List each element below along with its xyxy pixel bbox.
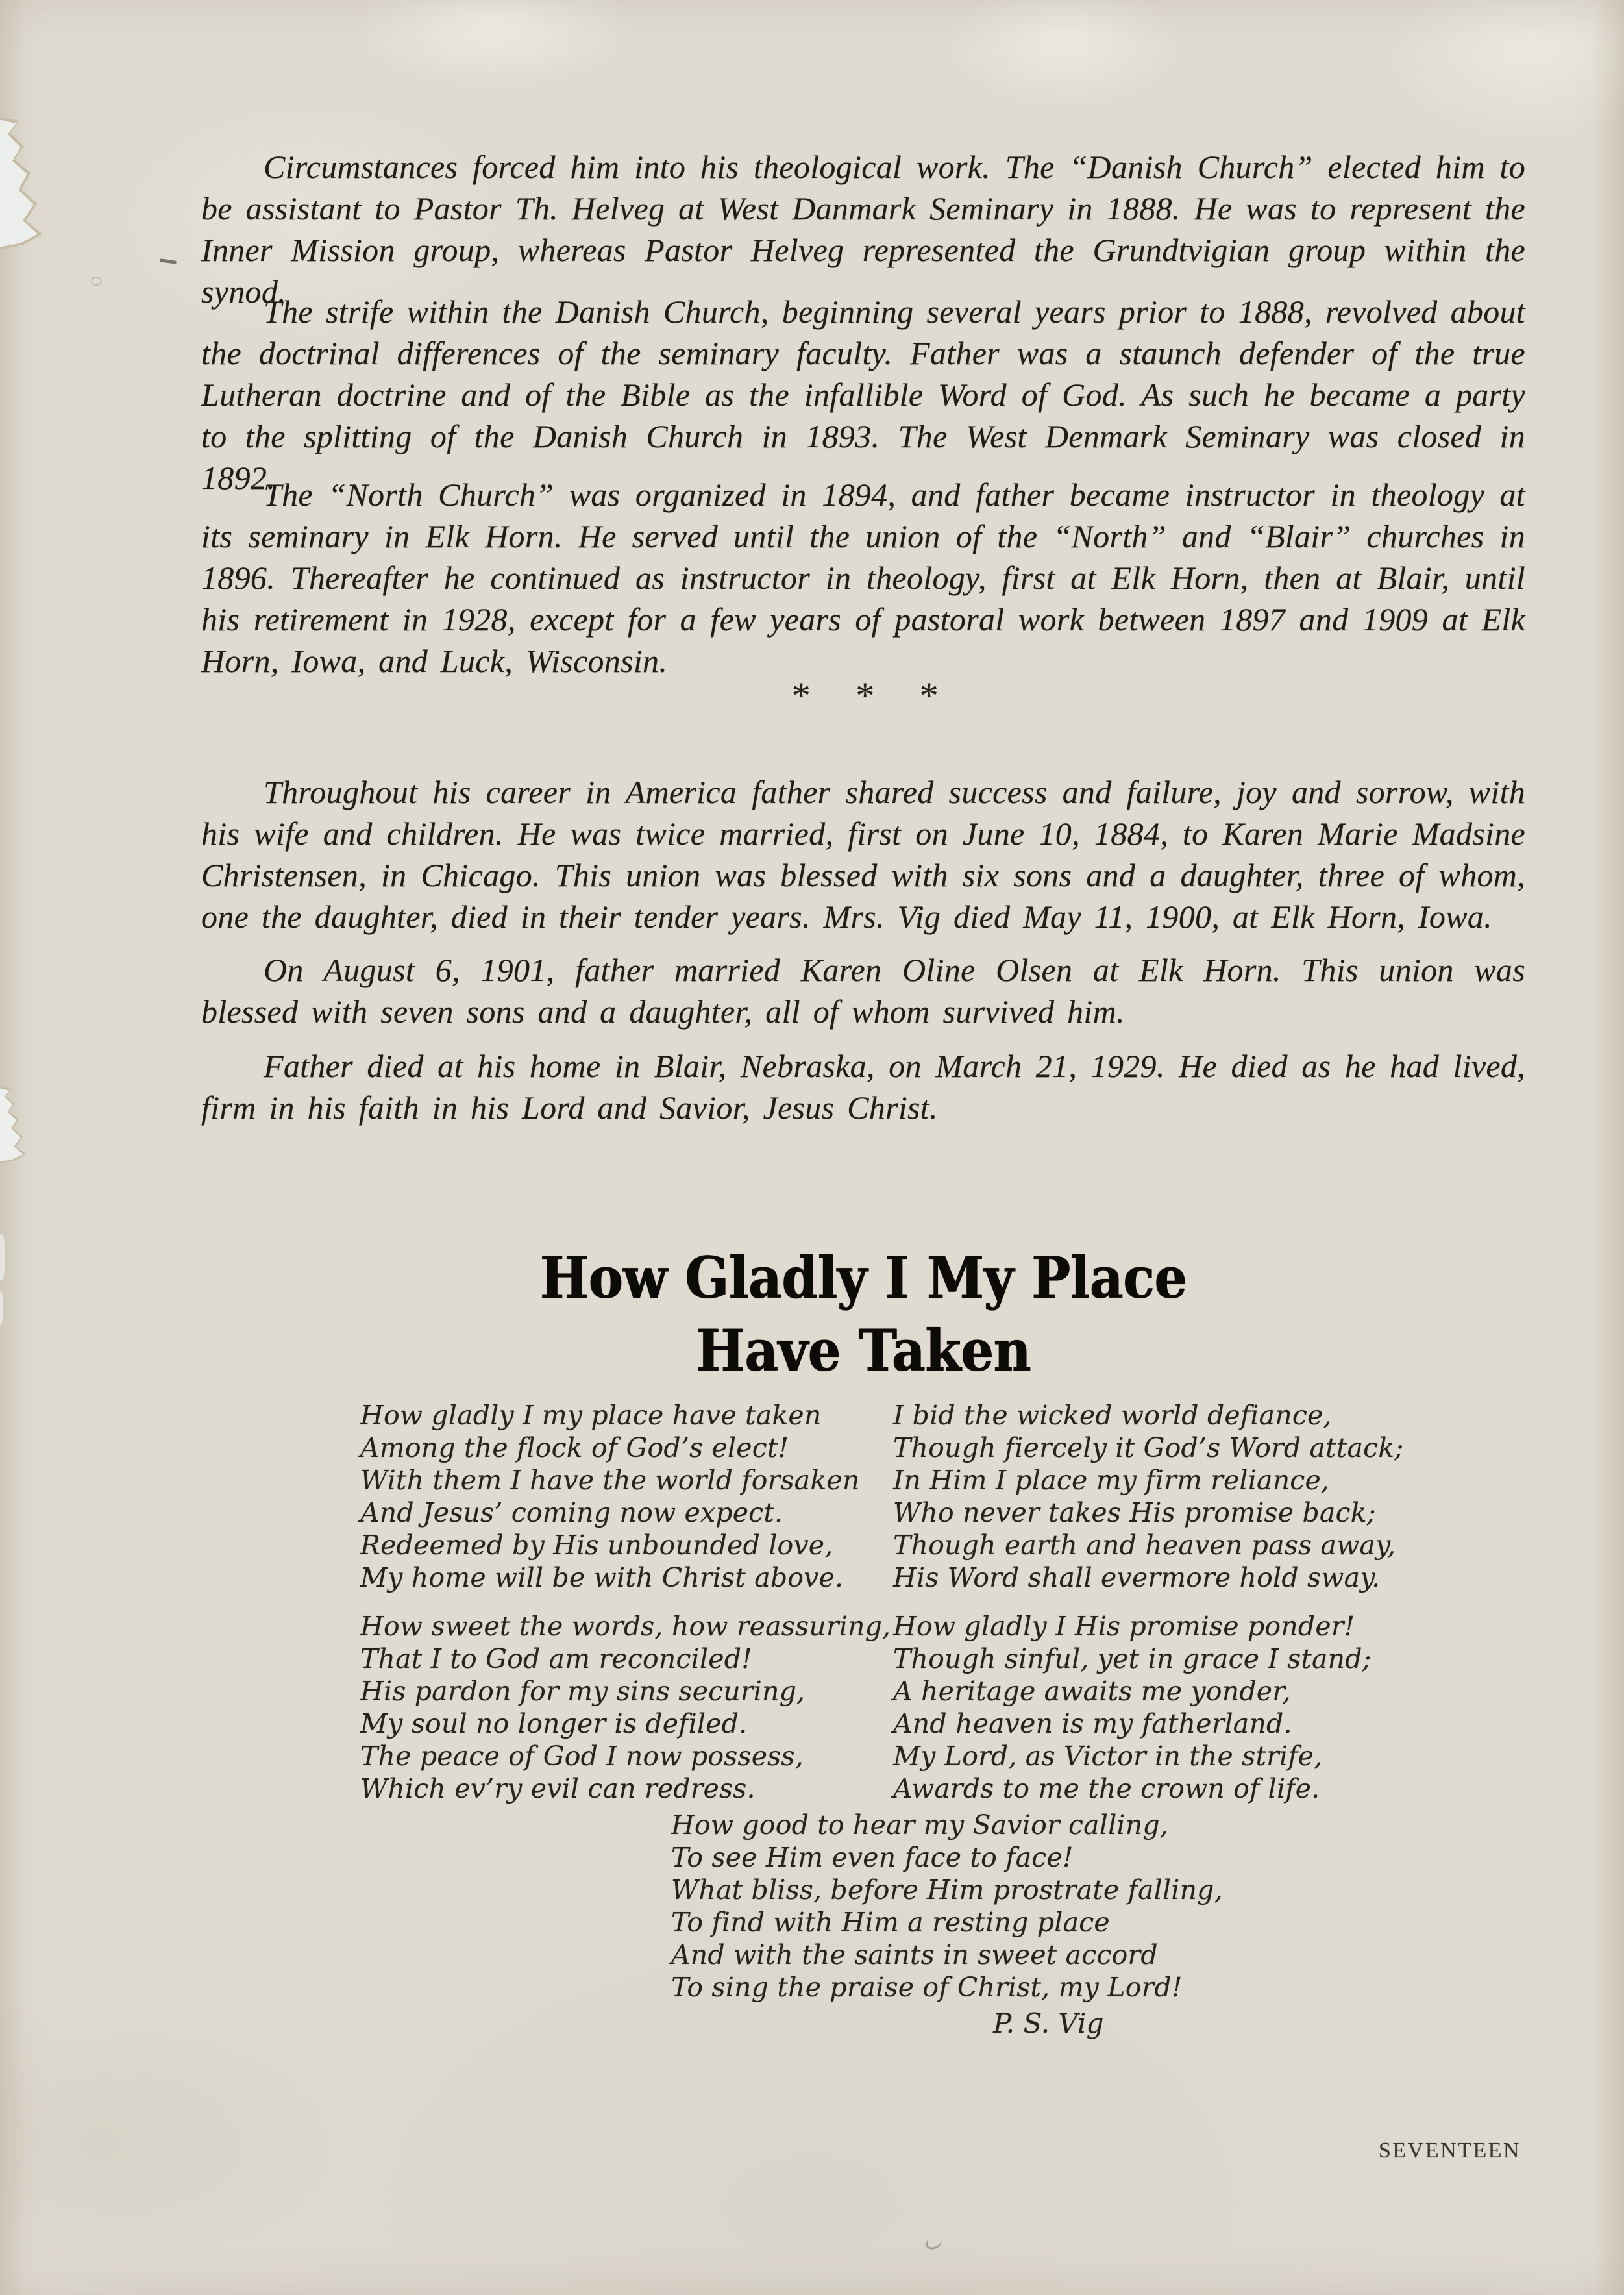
poem-line: Which ev’ry evil can redress.	[360, 1773, 756, 1804]
poem-line: His pardon for my sins securing,	[360, 1676, 806, 1707]
poem-stanza-final	[671, 1809, 1223, 2003]
poem-line: And with the saints in sweet accord	[671, 1939, 1158, 1970]
torn-paper-sliver	[0, 1234, 5, 1280]
poem-line: How good to hear my Savior calling,	[671, 1809, 1169, 1841]
poem-line: My soul no longer is defiled.	[360, 1708, 748, 1739]
poem-line: In Him I place my firm reliance,	[893, 1465, 1330, 1496]
prose-paragraph: The strife within the Danish Church, beginning several years prior to 1888, revolved about the doctrinal differences of the seminary faculty. Father was a staunch defender of the true Lutheran doctrine and of the Bible as the infallible Word of God. As such he became a party to the splitting of the Danish Church in 1893. The West Denmark Seminary was closed in 1892.	[201, 293, 1525, 496]
prose-paragraph: Father died at his home in Blair, Nebraska, on March 21, 1929. He died as he had lived, firm in his faith in his Lord and Savior, Jesus Christ.	[201, 1048, 1525, 1126]
poem-line: What bliss, before Him prostrate falling,	[671, 1874, 1223, 1905]
poem-line: To sing the praise of Christ, my Lord!	[671, 1972, 1183, 2003]
prose-paragraph: On August 6, 1901, father married Karen Oline Olsen at Elk Horn. This union was blessed with seven sons and a daughter, all of whom survived him.	[201, 952, 1525, 1030]
poem-stanza-left-1	[360, 1399, 859, 1594]
poem-title	[201, 1241, 1525, 1387]
poem-line: How gladly I my place have taken	[360, 1400, 822, 1431]
poem-line: I bid the wicked world defiance,	[893, 1400, 1332, 1431]
poem-line: How gladly I His promise ponder!	[893, 1611, 1355, 1642]
poem-line: With them I have the world forsaken	[360, 1465, 860, 1496]
prose-paragraph: Circumstances forced him into his theological work. The “Danish Church” elected him to be assistant to Pastor Th. Helveg at West Danmark Seminary in 1888. He was to represent the Inner Mission group, whereas Pastor Helveg represented the Grundtvigian group within the synod.	[201, 149, 1525, 310]
poem-line: To see Him even face to face!	[671, 1842, 1074, 1873]
torn-paper-patch-middle	[0, 1087, 27, 1163]
torn-paper-sliver	[0, 1291, 3, 1326]
poem-line: A heritage awaits me yonder,	[893, 1676, 1291, 1707]
poem-line: Though sinful, yet in grace I stand;	[893, 1643, 1372, 1674]
memoir-text-column	[201, 0, 1525, 2295]
poem-line: Awards to me the crown of life.	[893, 1773, 1320, 1804]
poem-line: Redeemed by His unbounded love,	[360, 1530, 833, 1561]
poem-title-line-1: How Gladly I My Place	[539, 1244, 1187, 1311]
page-number: SEVENTEEN	[1379, 2139, 1521, 2163]
poem-line: My home will be with Christ above.	[360, 1562, 844, 1593]
poem-title-line-2: Have Taken	[696, 1317, 1031, 1384]
poem-line: The peace of God I now possess,	[360, 1741, 804, 1772]
poem-line: And heaven is my fatherland.	[893, 1708, 1292, 1739]
torn-paper-patch-top	[0, 117, 44, 250]
poem-line: To find with Him a resting place	[671, 1907, 1110, 1938]
poem-stanza-left-2	[360, 1610, 891, 1805]
poem-line: That I to God am reconciled!	[360, 1643, 752, 1674]
poem-attribution: P. S. Vig	[993, 2007, 1104, 2039]
poem-line: His Word shall evermore hold sway.	[893, 1562, 1381, 1593]
poem-line: Though earth and heaven pass away,	[893, 1530, 1396, 1561]
scan-speck	[160, 258, 177, 264]
asterisk-separator: * * *	[790, 675, 937, 717]
poem-stanza-right-2	[893, 1610, 1372, 1805]
poem-stanza-right-1	[893, 1399, 1403, 1594]
poem-line: Who never takes His promise back;	[893, 1497, 1376, 1528]
scan-speck	[91, 277, 102, 286]
poem-line: My Lord, as Victor in the strife,	[893, 1741, 1323, 1772]
prose-paragraph: The “North Church” was organized in 1894, and father became instructor in theology at its seminary in Elk Horn. He served until the union of the “North” and “Blair” churches in 1896. Thereafter he continued as instructor in theology, first at Elk Horn, then at Blair, until his retirement in 1928, except for a few years of pastoral work between 1897 and 1909 at Elk Horn, Iowa, and Luck, Wisconsin.	[201, 477, 1525, 679]
poem-line: Though fiercely it God’s Word attack;	[893, 1432, 1404, 1463]
poem-line: How sweet the words, how reassuring,	[360, 1611, 891, 1642]
poem-line: Among the flock of God’s elect!	[360, 1432, 789, 1463]
prose-paragraph: Throughout his career in America father shared success and failure, joy and sorrow, with his wife and children. He was twice married, first on June 10, 1884, to Karen Marie Madsine Christensen, in Chicago. This union was blessed with six sons and a daughter, three of whom, one the daughter, died in their tender years. Mrs. Vig died May 11, 1900, at Elk Horn, Iowa.	[201, 774, 1525, 935]
poem-line: And Jesus’ coming now expect.	[360, 1497, 783, 1528]
